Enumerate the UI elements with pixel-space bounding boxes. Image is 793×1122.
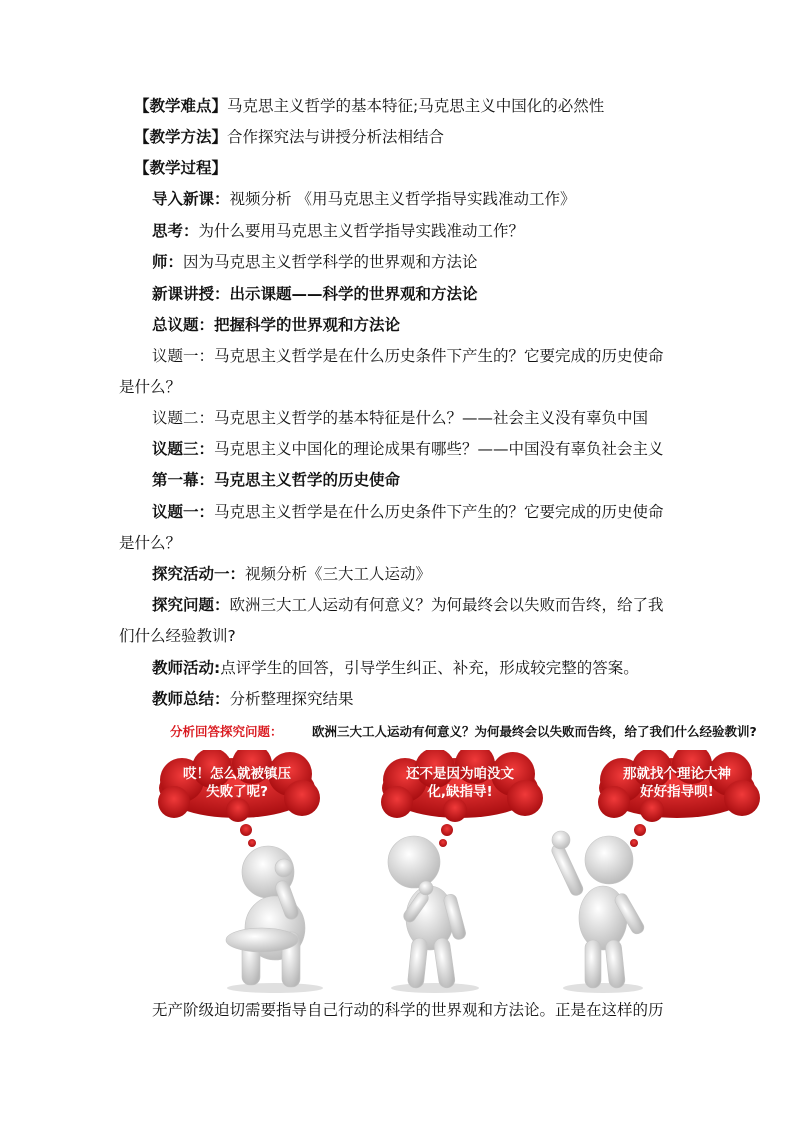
line-label: 思考： bbox=[152, 222, 199, 240]
line-text: 马克思主义中国化的理论成果有哪些？——中国没有辜负社会主义 bbox=[214, 440, 664, 458]
figure-title-question: 欧洲三大工人运动有何意义？为何最终会以失败而告终，给了我们什么经验教训? bbox=[312, 724, 757, 739]
bubble-2-line-1: 还不是因为咱没文 bbox=[406, 766, 514, 782]
text-line-teacher-activity bbox=[152, 658, 639, 678]
person-fist-raised bbox=[543, 822, 653, 995]
line-label: 师： bbox=[152, 253, 184, 271]
line-text: 因为马克思主义哲学科学的世界观和方法论 bbox=[183, 253, 478, 271]
line-label: 教师活动: bbox=[152, 659, 221, 677]
text-line-new-lesson bbox=[152, 284, 478, 304]
thought-bubble-1 bbox=[152, 750, 322, 850]
text-line-topic-one bbox=[152, 346, 664, 366]
text-line-teaching-process bbox=[134, 158, 227, 178]
inquiry-illustration bbox=[150, 712, 770, 997]
text-line-topic-three bbox=[152, 439, 664, 459]
bubble-1-line-1: 哎！怎么就被镇压 bbox=[183, 766, 291, 782]
line-text: 议题一：马克思主义哲学是在什么历史条件下产生的？它要完成的历史使命 bbox=[152, 347, 664, 365]
line-text: 们什么经验教训? bbox=[119, 627, 236, 645]
text-line-think bbox=[152, 221, 524, 241]
text-line-inquiry-question bbox=[152, 595, 664, 615]
text-line-teaching-method bbox=[134, 127, 444, 147]
line-text: 是什么？ bbox=[119, 534, 182, 552]
bubble-1-line-2: 失败了呢? bbox=[206, 784, 268, 800]
line-label: 教师总结： bbox=[152, 690, 230, 708]
line-text: 合作探究法与讲授分析法相结合 bbox=[227, 128, 445, 146]
text-line-footer: 无产阶级迫切需要指导自己行动的科学的世界观和方法论。正是在这样的历 bbox=[152, 1001, 664, 1019]
line-label: 第一幕：马克思主义哲学的历史使命 bbox=[152, 471, 401, 489]
line-text: 马克思主义哲学是在什么历史条件下产生的？它要完成的历史使命 bbox=[214, 503, 664, 521]
line-label: 探究活动一： bbox=[152, 565, 246, 583]
text-line-teacher bbox=[152, 252, 478, 272]
text-line-main-topic bbox=[152, 315, 400, 335]
line-text: 议题二：马克思主义哲学的基本特征是什么？——社会主义没有辜负中国 bbox=[152, 409, 649, 427]
line-label: 议题一： bbox=[152, 503, 215, 521]
person-figure-2 bbox=[380, 830, 490, 995]
text-line-topic-one-repeat bbox=[152, 502, 664, 522]
person-figure-3 bbox=[543, 822, 653, 995]
line-label: 新课讲授：出示课题——科学的世界观和方法论 bbox=[152, 285, 478, 303]
text-line-activity-one bbox=[152, 564, 431, 584]
person-sitting-upset bbox=[220, 840, 330, 995]
bubble-text-2 bbox=[375, 765, 545, 801]
line-label: 【教学方法】 bbox=[134, 128, 228, 146]
bubble-text-3 bbox=[592, 765, 762, 801]
line-text: 视频分析 《用马克思主义哲学指导实践准动工作》 bbox=[229, 190, 576, 208]
line-text: 为什么要用马克思主义哲学指导实践准动工作？ bbox=[198, 222, 525, 240]
line-label: 议题三： bbox=[152, 440, 215, 458]
text-line-inquiry-question-cont bbox=[119, 626, 236, 646]
text-line-intro bbox=[152, 189, 575, 209]
bubble-text-1 bbox=[152, 765, 322, 801]
line-label: 【教学难点】 bbox=[134, 97, 228, 115]
line-label: 导入新课： bbox=[152, 190, 230, 208]
line-text: 分析整理探究结果 bbox=[229, 690, 354, 708]
text-line-topic-one-cont bbox=[119, 377, 181, 397]
line-label: 【教学过程】 bbox=[134, 159, 228, 177]
text-line-teaching-difficulty bbox=[134, 96, 604, 116]
line-label: 总议题：把握科学的世界观和方法论 bbox=[152, 316, 401, 334]
text-line-act-one bbox=[152, 470, 400, 490]
bubble-3-line-2: 好好指导呗! bbox=[640, 784, 714, 800]
line-text: 视频分析《三大工人运动》 bbox=[245, 565, 432, 583]
figure-title-label: 分析回答探究问题： bbox=[170, 724, 283, 739]
bubble-2-line-2: 化,缺指导! bbox=[427, 784, 493, 800]
text-line-teacher-summary bbox=[152, 689, 354, 709]
line-label: 探究问题： bbox=[152, 596, 230, 614]
text-line-topic-one-repeat-cont bbox=[119, 533, 181, 553]
line-text: 是什么？ bbox=[119, 378, 182, 396]
bubble-3-line-1: 那就找个理论大神 bbox=[623, 766, 731, 782]
line-text: 点评学生的回答，引导学生纠正、补充，形成较完整的答案。 bbox=[220, 659, 639, 677]
person-figure-1 bbox=[220, 840, 330, 995]
text-line-topic-two bbox=[152, 408, 648, 428]
line-text: 马克思主义哲学的基本特征;马克思主义中国化的必然性 bbox=[227, 97, 605, 115]
line-text: 欧洲三大工人运动有何意义？为何最终会以失败而告终，给了我 bbox=[229, 596, 664, 614]
person-thinking bbox=[380, 830, 490, 995]
